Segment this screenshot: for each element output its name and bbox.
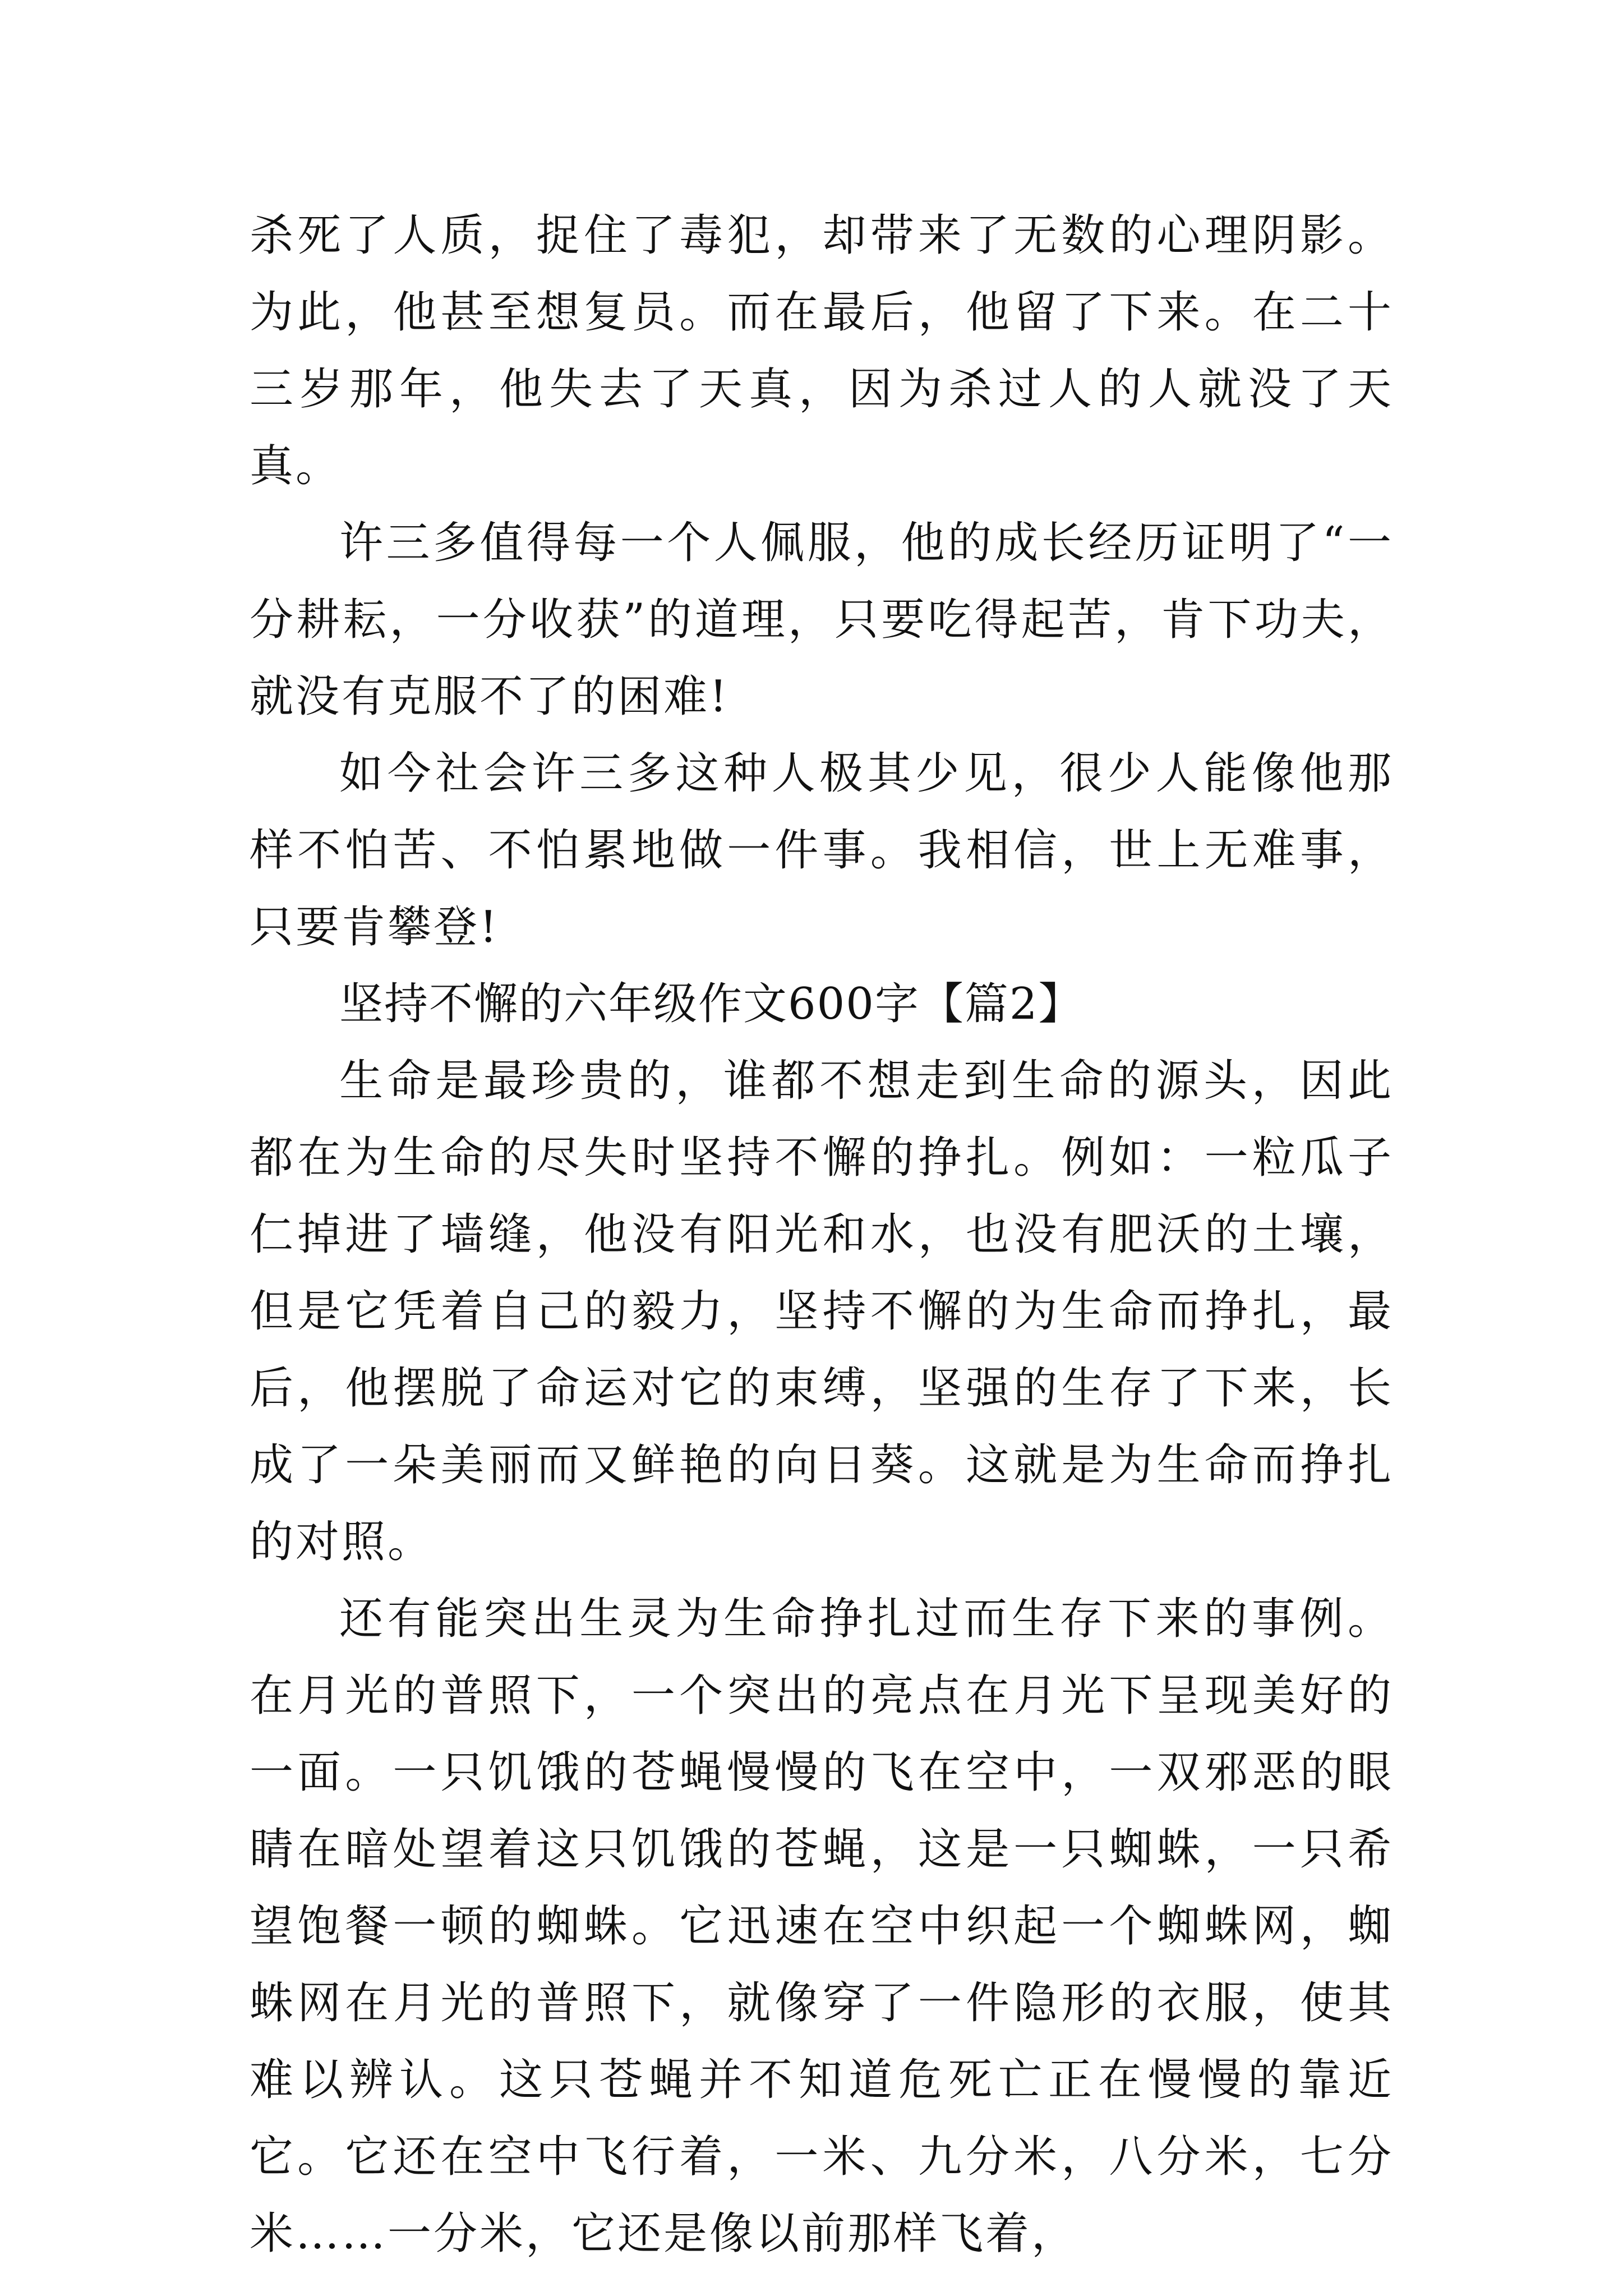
section-heading: 坚持不懈的六年级作文600字【篇2】 — [339, 979, 1083, 1029]
paragraph-5: 还有能突出生灵为生命挣扎过而生存下来的事例。在月光的普照下，一个突出的亮点在月光下呈现美好的一面。一只饥饿的苍蝇慢慢的飞在空中，一双邪恶的眼睛在暗处望着这只饥饿的苍蝇，这是一只蜘蛛，一只希望饱餐一顿的蜘蛛。它迅速在空中织起一个蜘蛛网，蜘蛛网在月光的普照下，就像穿了一件隐形的衣服，使其难以辨认。这只苍蝇并不知道危死亡正在慢慢的靠近它。它还在空中飞行着，一米、九分米，八分米，七分米……一分米，它还是像以前那样飞着， — [250, 1594, 1394, 2259]
paragraph-3: 如今社会许三多这种人极其少见，很少人能像他那样不怕苦、不怕累地做一件事。我相信，世上无难事，只要肯攀登! — [250, 748, 1394, 953]
paragraph-4: 生命是最珍贵的，谁都不想走到生命的源头，因此都在为生命的尽失时坚持不懈的挣扎。例如：一粒瓜子仁掉进了墙缝，他没有阳光和水，也没有肥沃的土壤，但是它凭着自己的毅力，坚持不懈的为生命而挣扎，最后，他摆脱了命运对它的束缚，坚强的生存了下来，长成了一朵美丽而又鲜艳的向日葵。这就是为生命而挣扎的对照。 — [250, 1056, 1394, 1567]
paragraph-2: 许三多值得每一个人佩服，他的成长经历证明了“一分耕耘，一分收获”的道理，只要吃得起苦，肯下功夫，就没有克服不了的困难! — [250, 518, 1394, 722]
paragraph-1: 杀死了人质，捉住了毒犯，却带来了无数的心理阴影。为此，他甚至想复员。而在最后，他留了下来。在二十三岁那年，他失去了天真，因为杀过人的人就没了天真。 — [250, 210, 1394, 491]
document-body — [250, 197, 1394, 2272]
